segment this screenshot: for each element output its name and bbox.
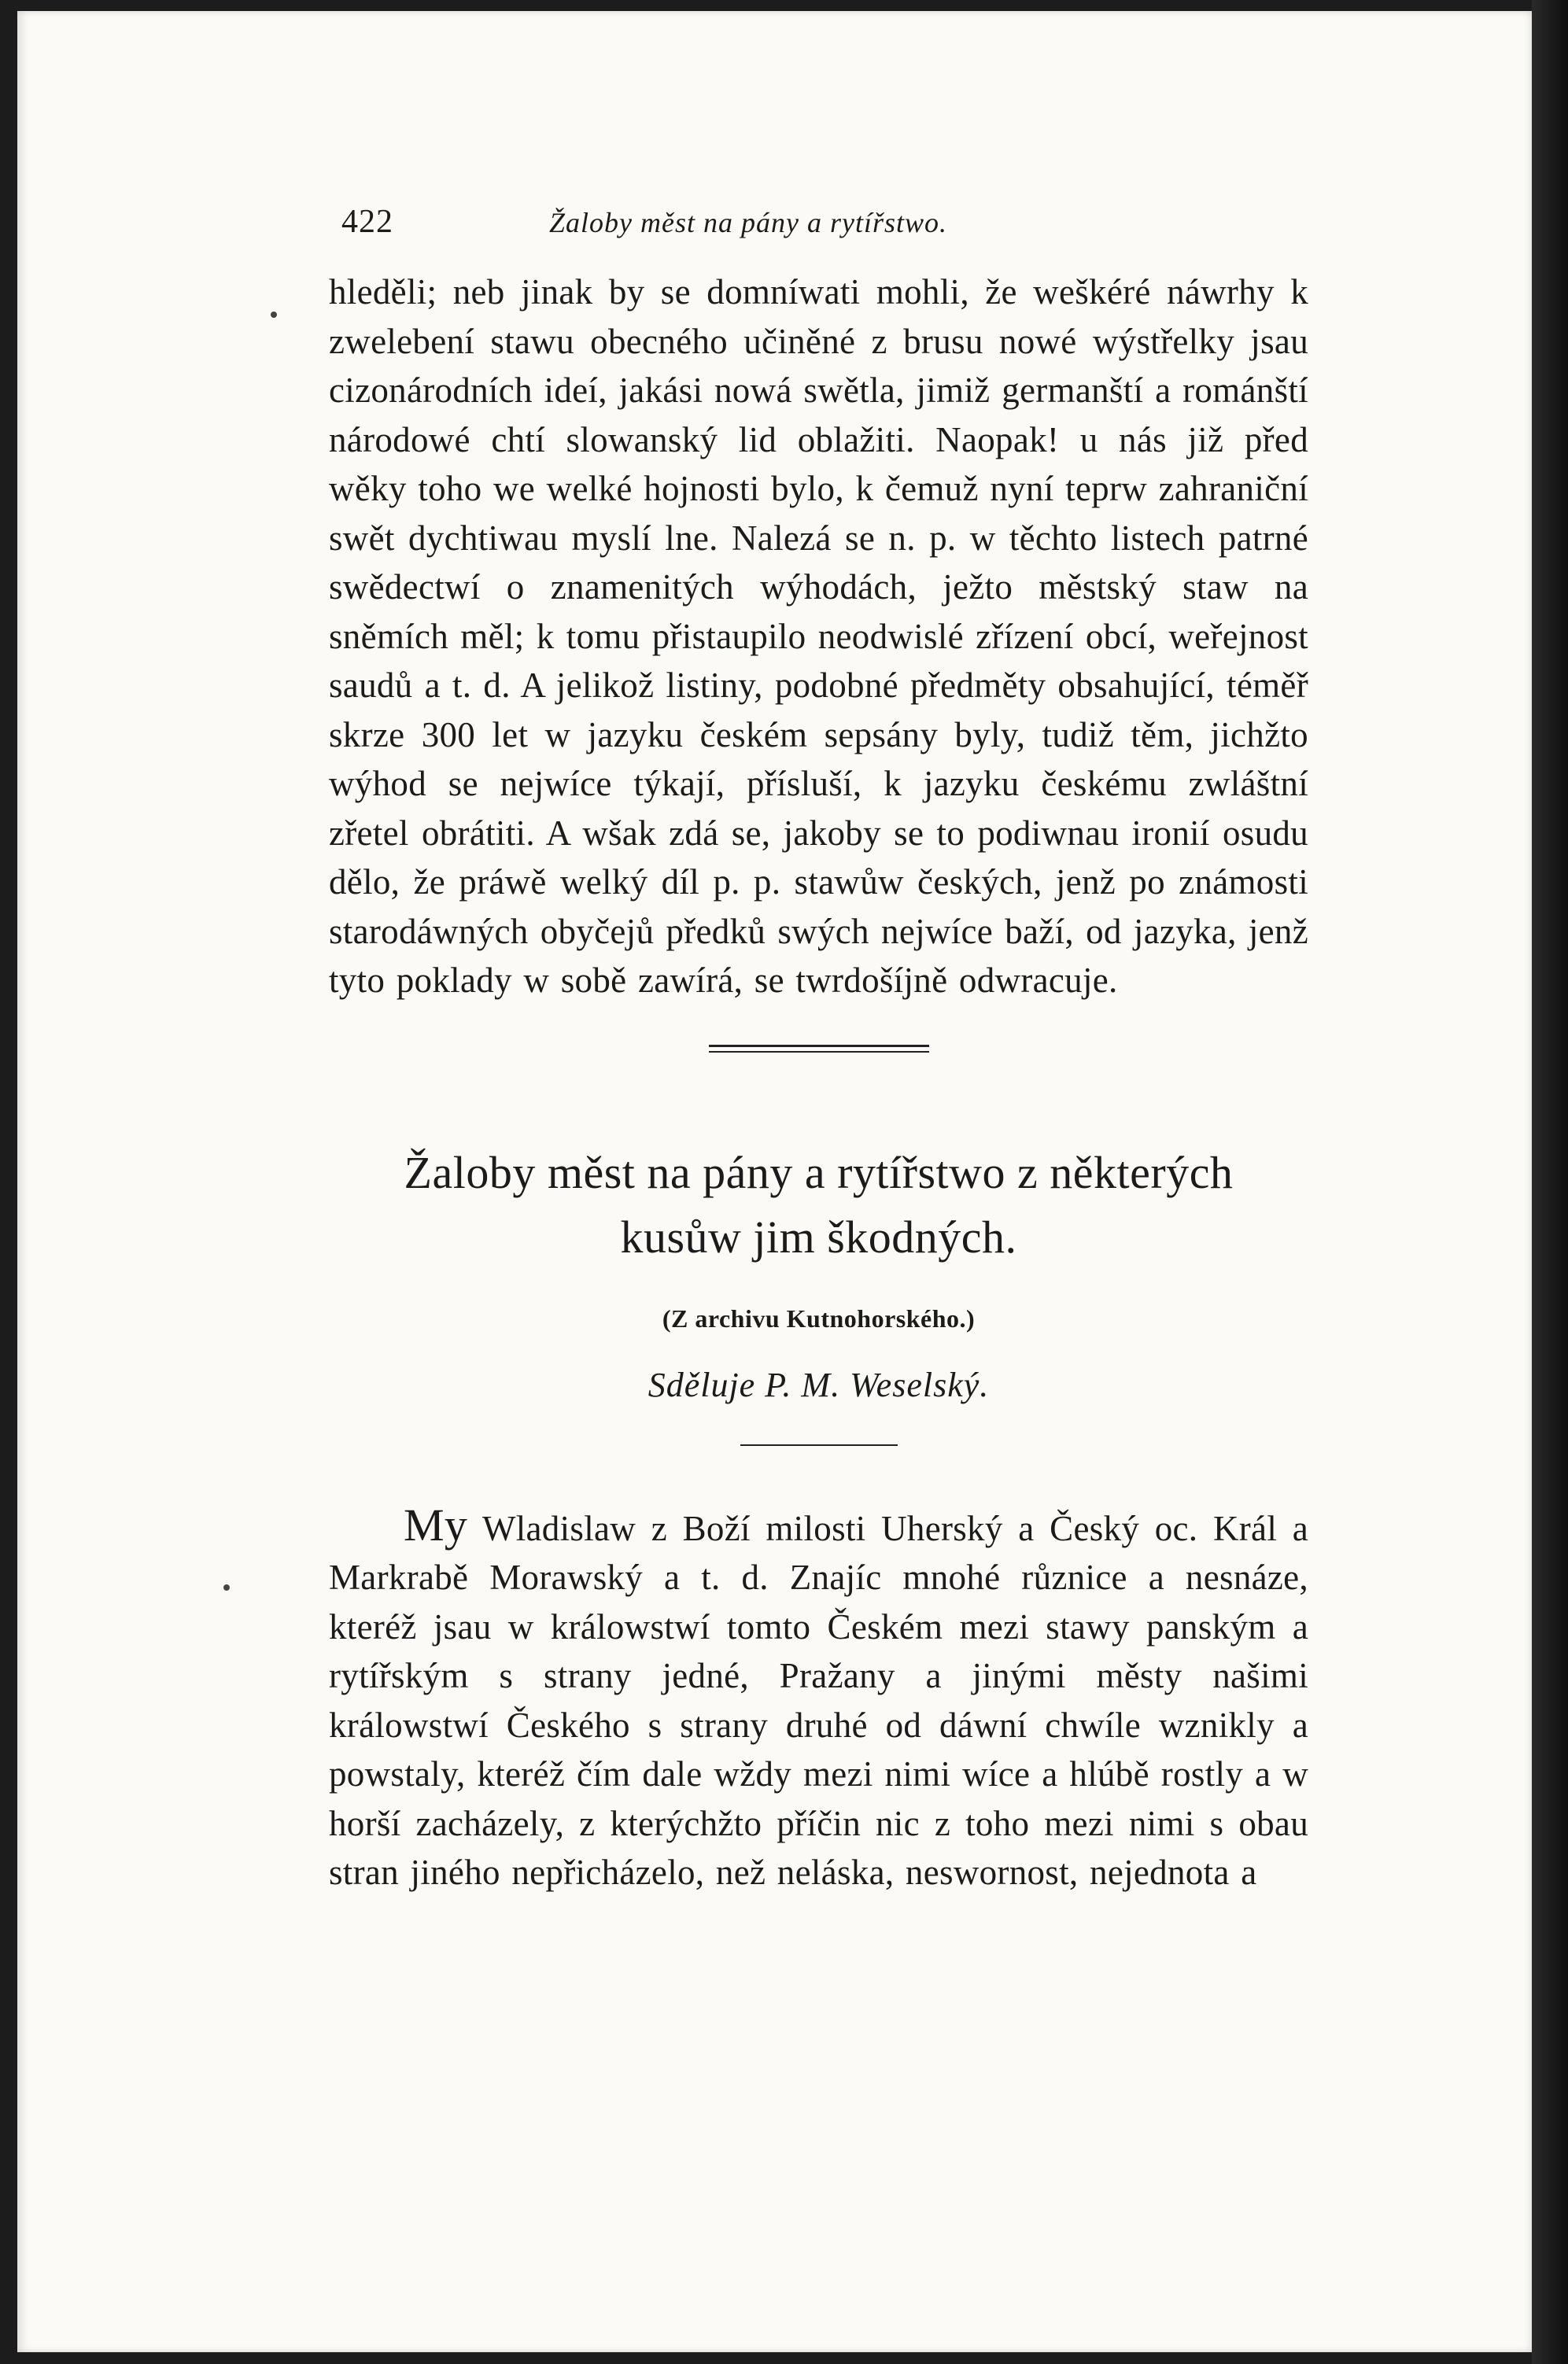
page-number: 422 [341,204,393,240]
article-title [329,1141,1308,1270]
ink-speck [223,1584,230,1591]
charter-text: Wladislaw z Boží milosti Uherský a Český oc. Král a Markrabě Morawský a t. d. Znajíc mnohé různice a nesnáze, kteréž jsau w králowstwí tomto Českém mezi stawy panským a rytířským s strany jedné, Pražany a jinými městy našimi králowstwí Českého s strany druhé od dáwní chwíle wznikly a powstaly, kteréž čím dale wždy mezi nimi wíce a hlúbě rostly a w horší zacházely, z kterýchžto příčin nic z toho mezi nimi s obau stran jiného nepřicházelo, než neláska, neswornost, nejednota a [329,1508,1308,1892]
paragraph-continuation: hleděli; neb jinak by se domníwati mohli, že weškéré náwrhy k zwelebení stawu obecného učiněné z brusu nowé wýstřelky jsau cizonárodních ideí, jakási nowá swětla, jimiž germanští a románští národowé chtí slowanský lid oblažiti. Naopak! u nás již před wěky toho we welké hojnosti bylo, k čemuž nyní teprw zahraniční swět dychtiwau myslí lne. Nalezá se n. p. w těchto listech patrné swědectwí o znamenitých wýhodách, ježto městský staw na sněmích měl; k tomu přistaupilo neodwislé zřízení obcí, weřejnost saudů a t. d. A jelikož listiny, podobné předměty obsahující, téměř skrze 300 let w jazyku českém sepsány byly, tudiž těm, jichžto wýhod se nejwíce týkají, přísluší, k jazyku českému zwláštní zřetel obrátiti. A wšak zdá se, jakoby se to podiwnau ironií osudu dělo, že práwě welký díl p. p. stawůw českých, jenž po známosti starodáwných obyčejů předků swých nejwíce baží, od jazyka, jenž tyto poklady w sobě zawírá, se twrdošíjně odwracuje. [329,272,1308,1000]
article-author: Sděluje P. M. Weselský. [647,1365,990,1404]
running-title: Žaloby měst na pány a rytířstwo. [549,207,947,238]
ink-speck [271,312,277,318]
article-title-line-2: kusůw jim škodných. [620,1211,1017,1263]
rule-divider [740,1444,898,1446]
double-rule-divider [709,1045,929,1053]
book-edge [1532,0,1568,2364]
article-source: (Z archivu Kutnohorského.) [662,1304,976,1333]
article-title-line-1: Žaloby měst na pány a rytířstwo z některých [404,1146,1234,1198]
initial-word: My [404,1499,468,1551]
running-head [329,197,1308,252]
paragraph-charter [329,1501,1308,1897]
page-content [329,197,1308,1897]
